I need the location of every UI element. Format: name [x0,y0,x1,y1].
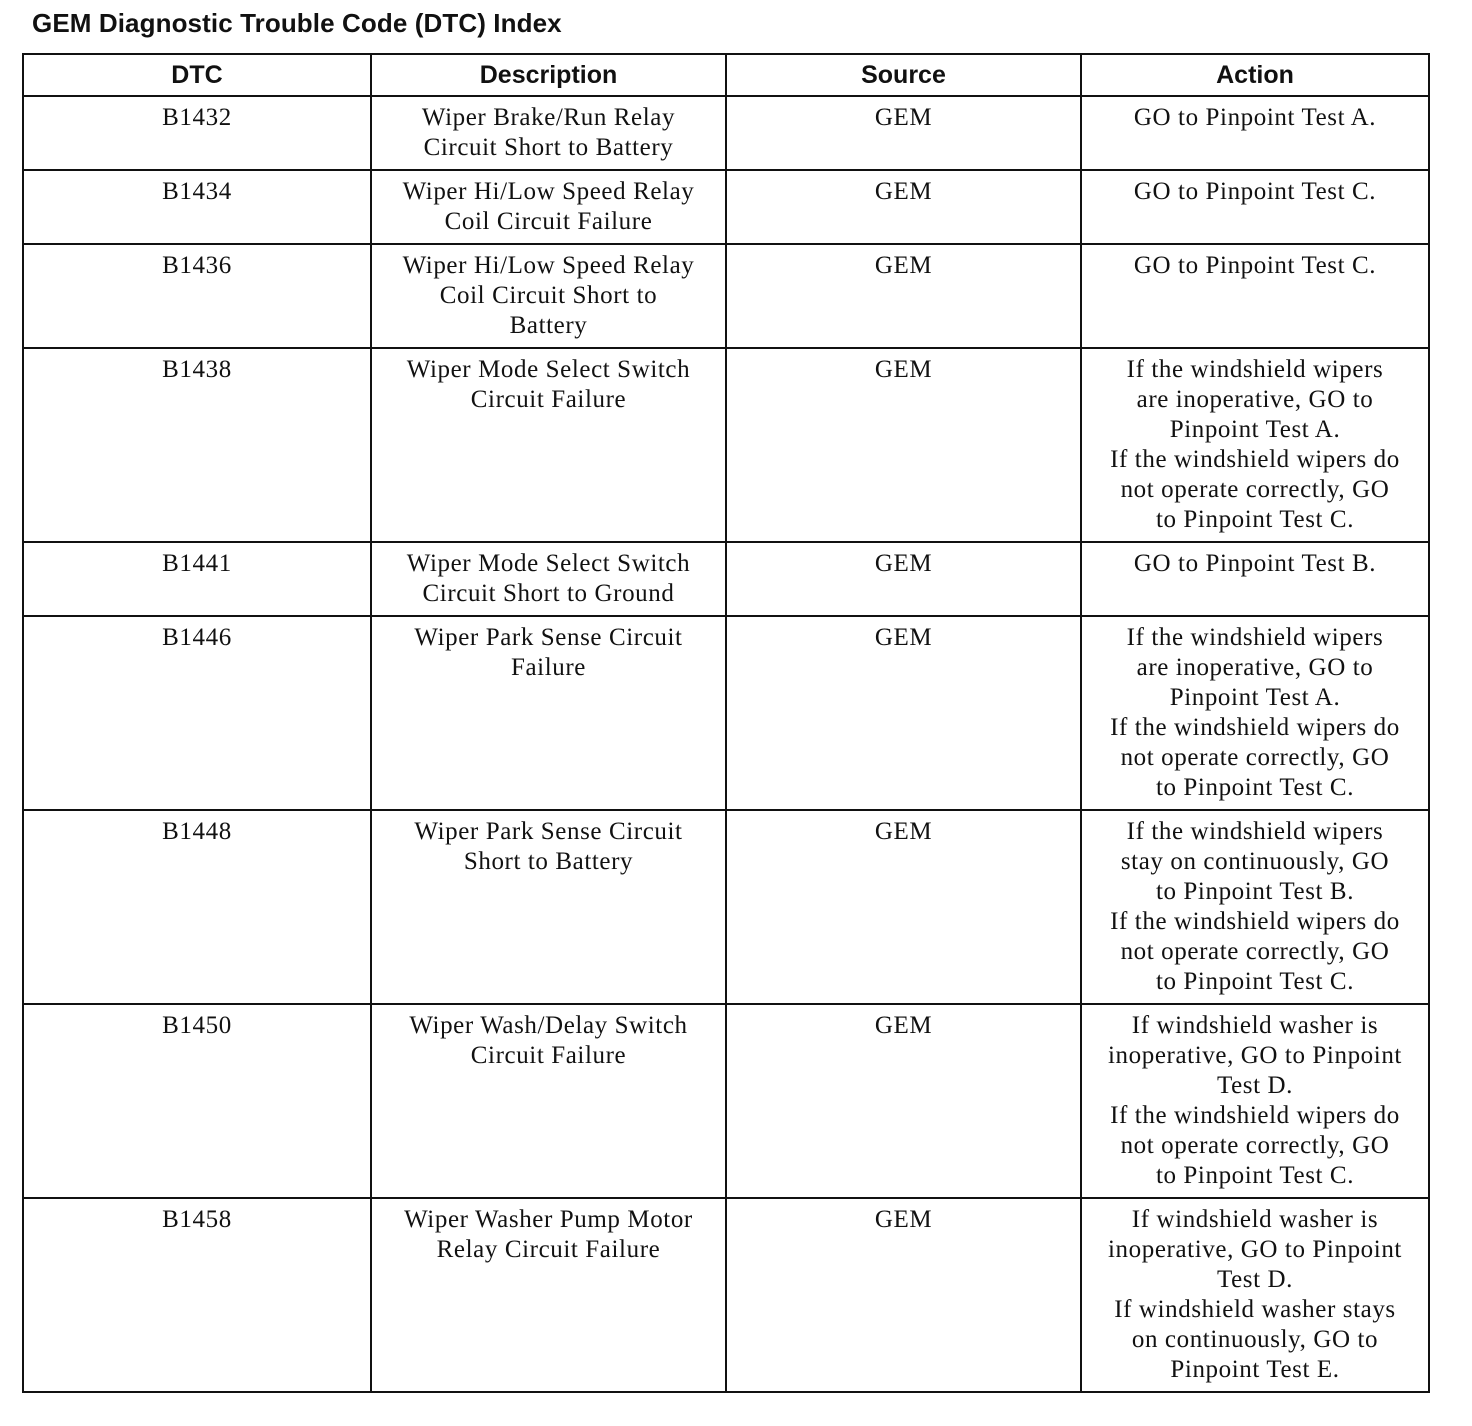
dtc-cell [23,244,371,348]
description-cell [371,348,726,542]
dtc-source: GEM [874,356,933,383]
dtc-action: GO to Pinpoint Test C. [1133,178,1377,205]
dtc-action: If the windshield wipers are inoperative, GO to Pinpoint Test A. If the windshield wipers do not operate correctly, GO to Pinpoint Test C. [1110,356,1400,533]
dtc-code: B1438 [162,356,232,383]
table-row [23,348,1429,542]
dtc-description: Wiper Washer Pump Motor Relay Circuit Failure [404,1206,693,1263]
dtc-source: GEM [874,1012,933,1039]
table-row [23,616,1429,810]
dtc-action: GO to Pinpoint Test C. [1133,252,1377,279]
table-header-row [23,54,1429,96]
dtc-code: B1446 [162,624,232,651]
dtc-code: B1458 [162,1206,232,1233]
dtc-code: B1436 [162,252,232,279]
action-cell [1081,1198,1429,1392]
description-cell [371,810,726,1004]
dtc-action: If the windshield wipers stay on continuously, GO to Pinpoint Test B. If the windshield wipers do not operate correctly, GO to Pinpoint Test C. [1110,818,1400,995]
source-cell [726,1004,1081,1198]
description-cell [371,244,726,348]
description-cell [371,170,726,244]
description-cell [371,542,726,616]
dtc-source: GEM [874,818,933,845]
dtc-description: Wiper Brake/Run Relay Circuit Short to Battery [421,104,676,161]
dtc-action: GO to Pinpoint Test B. [1133,550,1377,577]
description-cell [371,616,726,810]
column-header-dtc: DTC [23,54,371,96]
dtc-code: B1448 [162,818,232,845]
dtc-source: GEM [874,550,933,577]
dtc-index-table [22,53,1430,1393]
source-cell [726,542,1081,616]
dtc-source: GEM [874,624,933,651]
dtc-source: GEM [874,1206,933,1233]
action-cell [1081,616,1429,810]
dtc-description: Wiper Mode Select Switch Circuit Short to Ground [406,550,691,607]
table-row [23,542,1429,616]
table-row [23,96,1429,170]
action-cell [1081,170,1429,244]
dtc-action: GO to Pinpoint Test A. [1133,104,1377,131]
dtc-description: Wiper Wash/Delay Switch Circuit Failure [409,1012,688,1069]
source-cell [726,170,1081,244]
column-header-description: Description [371,54,726,96]
source-cell [726,1198,1081,1392]
action-cell [1081,348,1429,542]
source-cell [726,348,1081,542]
dtc-cell [23,96,371,170]
source-cell [726,616,1081,810]
dtc-code: B1434 [162,178,232,205]
page-title: GEM Diagnostic Trouble Code (DTC) Index [32,8,562,38]
dtc-action: If windshield washer is inoperative, GO to Pinpoint Test D. If the windshield wipers do not operate correctly, GO to Pinpoint Test C. [1108,1012,1402,1189]
table-row [23,810,1429,1004]
description-cell [371,1198,726,1392]
table-row [23,244,1429,348]
dtc-source: GEM [874,178,933,205]
dtc-cell [23,1004,371,1198]
table-row [23,170,1429,244]
dtc-action: If windshield washer is inoperative, GO to Pinpoint Test D. If windshield washer stays on continuously, GO to Pinpoint Test E. [1108,1206,1402,1383]
dtc-cell [23,348,371,542]
dtc-description: Wiper Hi/Low Speed Relay Coil Circuit Failure [402,178,695,235]
dtc-description: Wiper Mode Select Switch Circuit Failure [406,356,691,413]
dtc-description: Wiper Park Sense Circuit Failure [414,624,683,681]
dtc-description: Wiper Park Sense Circuit Short to Battery [414,818,683,875]
column-header-source: Source [726,54,1081,96]
table-row [23,1004,1429,1198]
dtc-code: B1432 [162,104,232,131]
dtc-source: GEM [874,104,933,131]
description-cell [371,1004,726,1198]
dtc-action: If the windshield wipers are inoperative, GO to Pinpoint Test A. If the windshield wipers do not operate correctly, GO to Pinpoint Test C. [1110,624,1400,801]
dtc-code: B1450 [162,1012,232,1039]
dtc-description: Wiper Hi/Low Speed Relay Coil Circuit Short to Battery [402,252,695,339]
action-cell [1081,1004,1429,1198]
dtc-cell [23,542,371,616]
table-row [23,1198,1429,1392]
source-cell [726,810,1081,1004]
dtc-cell [23,810,371,1004]
action-cell [1081,810,1429,1004]
action-cell [1081,96,1429,170]
description-cell [371,96,726,170]
column-header-action: Action [1081,54,1429,96]
source-cell [726,96,1081,170]
action-cell [1081,244,1429,348]
dtc-code: B1441 [162,550,232,577]
dtc-cell [23,170,371,244]
action-cell [1081,542,1429,616]
dtc-cell [23,1198,371,1392]
dtc-source: GEM [874,252,933,279]
source-cell [726,244,1081,348]
dtc-cell [23,616,371,810]
